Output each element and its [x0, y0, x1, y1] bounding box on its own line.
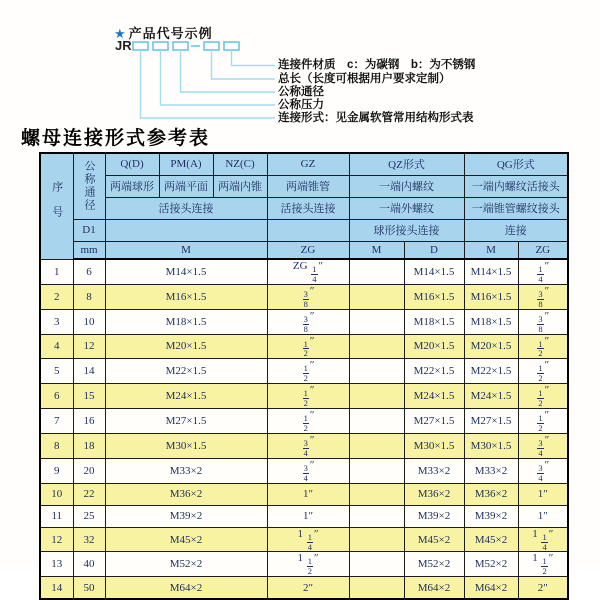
- cell-qg-m: M24×1.5: [464, 384, 518, 409]
- cell-m-thread: M33×2: [105, 458, 267, 483]
- cell-gz-thread: 1 $\frac{1}{4}$ ″: [267, 527, 349, 552]
- cell-serial: 8: [40, 433, 73, 458]
- cell-qg-zg: $\frac{1}{2}$ ″: [518, 334, 568, 359]
- callout-lines: [141, 50, 276, 118]
- cell-qg-zg: $\frac{1}{2}$ ″: [518, 384, 568, 409]
- cell-qg-m: M18×1.5: [464, 309, 518, 334]
- header-qg-desc1: 一端内螺纹活接头: [464, 175, 568, 197]
- cell-gz-thread: 1″: [267, 483, 349, 505]
- table-title: 螺母连接形式参考表: [21, 127, 211, 149]
- table-row: [40, 552, 568, 577]
- cell-gz-thread: ZG $\frac{1}{4}$ ″: [267, 259, 349, 284]
- cell-qg-zg: 1″: [518, 505, 568, 527]
- header-nz-code: NZ(C): [213, 153, 267, 175]
- header-gz-connection: 活接头连接: [267, 197, 349, 219]
- cell-qz-m: [349, 359, 404, 384]
- header-gz-desc: 两端锥管: [267, 175, 349, 197]
- table-row: [40, 409, 568, 434]
- header-qg-desc2: 一端锥管螺纹接头: [464, 197, 568, 219]
- cell-qg-m: M30×1.5: [464, 433, 518, 458]
- header-qg-unit-zg: ZG: [518, 241, 568, 259]
- cell-m-thread: M27×1.5: [105, 409, 267, 434]
- cell-dn-mm: 8: [73, 284, 105, 309]
- table-row: [40, 384, 568, 409]
- cell-qg-m: M39×2: [464, 505, 518, 527]
- cell-m-thread: M16×1.5: [105, 284, 267, 309]
- cell-dn-mm: 10: [73, 309, 105, 334]
- callout-label-diameter: 公称通径: [278, 86, 324, 98]
- header-gz-code: GZ: [267, 153, 349, 175]
- cell-qg-m: M20×1.5: [464, 334, 518, 359]
- cell-qz-d: M27×1.5: [404, 409, 464, 434]
- cell-dn-mm: 32: [73, 527, 105, 552]
- cell-qg-m: M27×1.5: [464, 409, 518, 434]
- header-serial: 序号: [40, 153, 73, 259]
- cell-m-thread: M36×2: [105, 483, 267, 505]
- cell-qg-zg: $\frac{3}{4}$ ″: [518, 433, 568, 458]
- header-qz-connection: 球形接头连接: [349, 219, 464, 241]
- cell-m-thread: M14×1.5: [105, 259, 267, 284]
- cell-serial: 6: [40, 384, 73, 409]
- cell-qg-zg: $\frac{1}{2}$ ″: [518, 359, 568, 384]
- cell-serial: 9: [40, 458, 73, 483]
- cell-qz-d: M16×1.5: [404, 284, 464, 309]
- cell-qz-m: [349, 505, 404, 527]
- cell-dn-mm: 14: [73, 359, 105, 384]
- cell-qz-d: M22×1.5: [404, 359, 464, 384]
- cell-qz-m: [349, 552, 404, 577]
- cell-qz-d: M36×2: [404, 483, 464, 505]
- table-row: [40, 433, 568, 458]
- callout-label-length: 总长（长度可根据用户要求定制）: [278, 73, 451, 85]
- header-qg-unit-m: M: [464, 241, 518, 259]
- cell-dn-mm: 40: [73, 552, 105, 577]
- cell-gz-thread: $\frac{3}{8}$ ″: [267, 284, 349, 309]
- cell-serial: 12: [40, 527, 73, 552]
- header-qz-desc1: 一端内螺纹: [349, 175, 464, 197]
- cell-m-thread: M18×1.5: [105, 309, 267, 334]
- header-qg-code: QG形式: [464, 153, 568, 175]
- cell-dn-mm: 50: [73, 577, 105, 600]
- cell-qg-m: M36×2: [464, 483, 518, 505]
- cell-qz-m: [349, 409, 404, 434]
- cell-qg-zg: $\frac{1}{2}$ ″: [518, 409, 568, 434]
- cell-qz-m: [349, 527, 404, 552]
- header-q-code: Q(D): [105, 153, 159, 175]
- cell-qg-m: M14×1.5: [464, 259, 518, 284]
- cell-serial: 14: [40, 577, 73, 600]
- diagram-title-text: 产品代号示例: [128, 26, 213, 41]
- cell-serial: 7: [40, 409, 73, 434]
- cell-qg-m: M64×2: [464, 577, 518, 600]
- cell-qz-m: [349, 483, 404, 505]
- cell-qz-d: M20×1.5: [404, 334, 464, 359]
- cell-qz-d: M24×1.5: [404, 384, 464, 409]
- table-body: [40, 259, 568, 599]
- header-qz-code: QZ形式: [349, 153, 464, 175]
- header-unit-zg: ZG: [267, 241, 349, 259]
- header-mm: mm: [73, 241, 105, 259]
- cell-gz-thread: $\frac{1}{2}$ ″: [267, 334, 349, 359]
- table-row: [40, 458, 568, 483]
- cell-dn-mm: 25: [73, 505, 105, 527]
- nut-connection-table: [39, 152, 569, 600]
- cell-qg-m: M16×1.5: [464, 284, 518, 309]
- header-nz-desc: 两端内锥: [213, 175, 267, 197]
- header-qg-connection: 连接: [464, 219, 568, 241]
- cell-serial: 5: [40, 359, 73, 384]
- cell-dn-mm: 22: [73, 483, 105, 505]
- header-empty-cell: [105, 219, 267, 241]
- cell-dn-mm: 15: [73, 384, 105, 409]
- cell-m-thread: M24×1.5: [105, 384, 267, 409]
- cell-qz-d: M30×1.5: [404, 433, 464, 458]
- table-row: [40, 527, 568, 552]
- header-d1: D1: [73, 219, 105, 241]
- header-qz-unit-m: M: [349, 241, 404, 259]
- cell-qz-d: M64×2: [404, 577, 464, 600]
- cell-qz-m: [349, 384, 404, 409]
- cell-serial: 4: [40, 334, 73, 359]
- table-row: [40, 259, 568, 284]
- cell-dn-mm: 12: [73, 334, 105, 359]
- cell-qz-d: M33×2: [404, 458, 464, 483]
- cell-gz-thread: $\frac{1}{2}$ ″: [267, 384, 349, 409]
- header-union-connection: 活接头连接: [105, 197, 267, 219]
- cell-qg-zg: 1 $\frac{1}{4}$ ″: [518, 527, 568, 552]
- cell-gz-thread: 2″: [267, 577, 349, 600]
- cell-serial: 13: [40, 552, 73, 577]
- cell-serial: 10: [40, 483, 73, 505]
- cell-qz-d: M14×1.5: [404, 259, 464, 284]
- cell-m-thread: M22×1.5: [105, 359, 267, 384]
- cell-qz-d: M39×2: [404, 505, 464, 527]
- cell-serial: 3: [40, 309, 73, 334]
- cell-qg-zg: $\frac{1}{4}$ ″: [518, 259, 568, 284]
- product-code-diagram: [0, 0, 600, 128]
- cell-gz-thread: $\frac{3}{4}$ ″: [267, 433, 349, 458]
- cell-qg-m: M33×2: [464, 458, 518, 483]
- cell-qz-m: [349, 284, 404, 309]
- table-row: [40, 284, 568, 309]
- callout-label-connection: 连接形式：见金属软管常用结构形式表: [278, 112, 474, 124]
- cell-qg-m: M52×2: [464, 552, 518, 577]
- header-empty-cell: [267, 219, 349, 241]
- cell-qz-m: [349, 433, 404, 458]
- cell-dn-mm: 16: [73, 409, 105, 434]
- cell-dn-mm: 6: [73, 259, 105, 284]
- header-unit-m: M: [105, 241, 267, 259]
- cell-qg-zg: $\frac{3}{8}$ ″: [518, 284, 568, 309]
- header-diameter: 公称通径: [73, 153, 105, 219]
- cell-m-thread: M20×1.5: [105, 334, 267, 359]
- cell-qz-d: M18×1.5: [404, 309, 464, 334]
- table-row: [40, 309, 568, 334]
- cell-m-thread: M52×2: [105, 552, 267, 577]
- product-code-prefix: JR: [115, 38, 132, 53]
- cell-qz-m: [349, 259, 404, 284]
- table-row: [40, 483, 568, 505]
- cell-m-thread: M39×2: [105, 505, 267, 527]
- header-pm-desc: 两端平面: [159, 175, 213, 197]
- table-row: [40, 359, 568, 384]
- cell-qg-zg: 1″: [518, 483, 568, 505]
- cell-qz-m: [349, 309, 404, 334]
- cell-qz-m: [349, 577, 404, 600]
- cell-gz-thread: $\frac{1}{2}$ ″: [267, 409, 349, 434]
- cell-serial: 11: [40, 505, 73, 527]
- cell-dn-mm: 18: [73, 433, 105, 458]
- cell-qz-d: M52×2: [404, 552, 464, 577]
- cell-gz-thread: 1 $\frac{1}{2}$ ″: [267, 552, 349, 577]
- cell-qg-m: M22×1.5: [464, 359, 518, 384]
- cell-gz-thread: 1″: [267, 505, 349, 527]
- callout-label-material: 连接件材质 c：为碳钢 b：为不锈钢: [278, 59, 476, 71]
- cell-gz-thread: $\frac{3}{4}$ ″: [267, 458, 349, 483]
- cell-qz-m: [349, 458, 404, 483]
- header-pm-code: PM(A): [159, 153, 213, 175]
- cell-qg-zg: 2″: [518, 577, 568, 600]
- table-row: [40, 505, 568, 527]
- cell-m-thread: M30×1.5: [105, 433, 267, 458]
- cell-qg-zg: $\frac{3}{4}$ ″: [518, 458, 568, 483]
- star-icon: ★: [114, 26, 127, 41]
- cell-dn-mm: 20: [73, 458, 105, 483]
- cell-qg-m: M45×2: [464, 527, 518, 552]
- cell-m-thread: M45×2: [105, 527, 267, 552]
- cell-gz-thread: $\frac{1}{2}$ ″: [267, 359, 349, 384]
- cell-gz-thread: $\frac{3}{8}$ ″: [267, 309, 349, 334]
- table-header: [40, 153, 568, 259]
- cell-serial: 1: [40, 259, 73, 284]
- code-boxes: [133, 42, 239, 50]
- cell-qg-zg: $\frac{3}{8}$ ″: [518, 309, 568, 334]
- cell-serial: 2: [40, 284, 73, 309]
- table-row: [40, 577, 568, 600]
- header-qz-unit-d: D: [404, 241, 464, 259]
- table-row: [40, 334, 568, 359]
- header-qz-desc2: 一端外螺纹: [349, 197, 464, 219]
- cell-qg-zg: 1 $\frac{1}{2}$ ″: [518, 552, 568, 577]
- cell-qz-d: M45×2: [404, 527, 464, 552]
- cell-qz-m: [349, 334, 404, 359]
- cell-m-thread: M64×2: [105, 577, 267, 600]
- callout-label-pressure: 公称压力: [278, 99, 324, 111]
- header-q-desc: 两端球形: [105, 175, 159, 197]
